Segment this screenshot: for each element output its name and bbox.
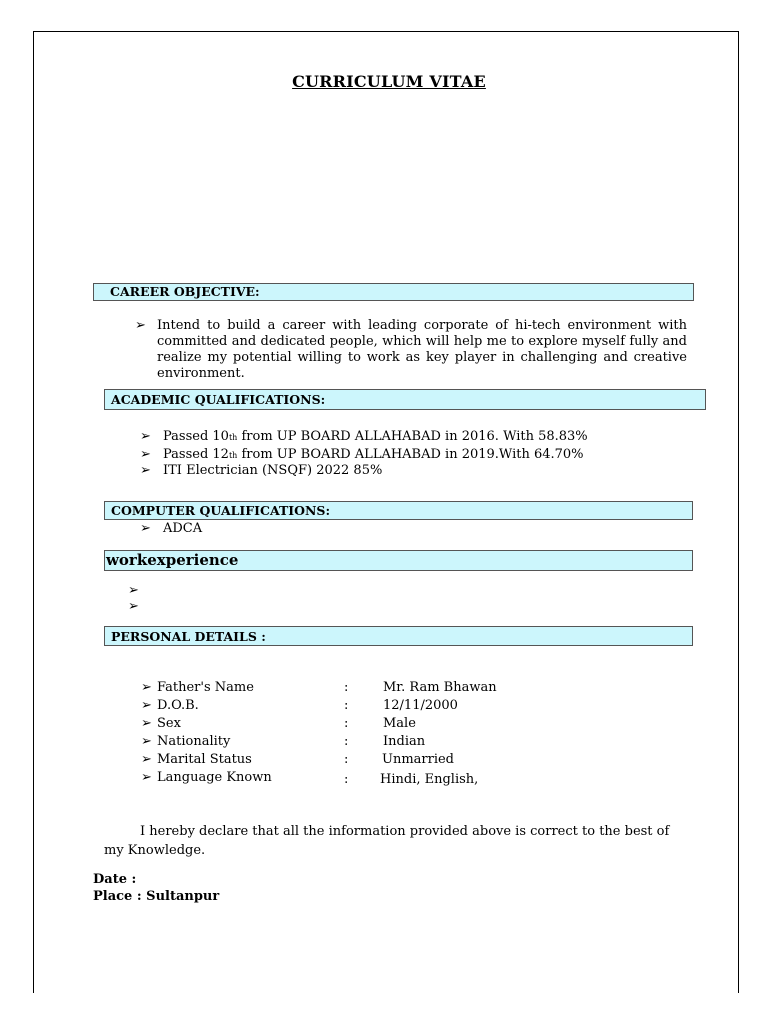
computer-item: ADCA bbox=[163, 521, 203, 536]
bullet-icon: ➢ bbox=[140, 447, 151, 462]
personal-value: Hindi, English, bbox=[380, 772, 479, 787]
personal-value: Indian bbox=[383, 734, 426, 749]
academic-item-text: ITI Electrician (NSQF) 2022 85% bbox=[163, 463, 383, 478]
bullet-icon: ➢ bbox=[135, 318, 146, 333]
page-border-right bbox=[738, 31, 739, 993]
bullet-icon: ➢ bbox=[141, 734, 152, 749]
career-objective-heading: CAREER OBJECTIVE: bbox=[110, 284, 260, 299]
bullet-icon: ➢ bbox=[141, 752, 152, 767]
academic-item-suffix: th bbox=[228, 451, 238, 460]
academic-item-text: Passed 10 bbox=[163, 429, 229, 444]
academic-item bbox=[163, 429, 588, 444]
academic-item-text: Passed 12 bbox=[163, 447, 229, 462]
declaration-line-1: I hereby declare that all the information provided above is correct to the best of bbox=[140, 824, 670, 839]
personal-separator: : bbox=[344, 680, 349, 695]
personal-value: Mr. Ram Bhawan bbox=[383, 680, 497, 695]
academic-item-rest: from UP BOARD ALLAHABAD in 2016. With 58.83% bbox=[237, 429, 588, 444]
bullet-icon: ➢ bbox=[141, 770, 152, 785]
computer-heading: COMPUTER QUALIFICATIONS: bbox=[111, 503, 331, 518]
document-title: CURRICULUM VITAE bbox=[292, 72, 486, 91]
personal-label: Language Known bbox=[157, 770, 272, 785]
personal-separator: : bbox=[344, 716, 349, 731]
personal-label: Sex bbox=[157, 716, 181, 731]
personal-label: Marital Status bbox=[157, 752, 252, 767]
academic-item-rest: from UP BOARD ALLAHABAD in 2019.With 64.70% bbox=[237, 447, 584, 462]
bullet-icon: ➢ bbox=[141, 698, 152, 713]
bullet-icon: ➢ bbox=[140, 463, 151, 478]
bullet-icon: ➢ bbox=[128, 599, 139, 614]
academic-header bbox=[104, 389, 706, 410]
date-label: Date : bbox=[93, 872, 137, 887]
personal-separator: : bbox=[344, 772, 349, 787]
personal-separator: : bbox=[344, 698, 349, 713]
academic-item bbox=[163, 447, 584, 462]
work-heading: workexperience bbox=[106, 551, 239, 569]
personal-value: Male bbox=[383, 716, 416, 731]
bullet-icon: ➢ bbox=[141, 716, 152, 731]
bullet-icon: ➢ bbox=[128, 583, 139, 598]
computer-header bbox=[104, 501, 693, 520]
personal-label: D.O.B. bbox=[157, 698, 199, 713]
personal-label: Father's Name bbox=[157, 680, 254, 695]
work-header bbox=[104, 550, 693, 571]
bullet-icon: ➢ bbox=[140, 521, 151, 536]
career-objective-text: Intend to build a career with leading corporate of hi-tech environment with committed and dedicated people, which will help me to explore myself fully and realize my potential willing to work as key player in challenging and creative environment. bbox=[157, 318, 687, 381]
page-border-top bbox=[33, 31, 739, 32]
personal-label: Nationality bbox=[157, 734, 231, 749]
personal-value: Unmarried bbox=[382, 752, 455, 767]
academic-item bbox=[163, 463, 382, 478]
place-label: Place : Sultanpur bbox=[93, 889, 220, 904]
personal-separator: : bbox=[344, 734, 349, 749]
bullet-icon: ➢ bbox=[140, 429, 151, 444]
personal-value: 12/11/2000 bbox=[383, 698, 458, 713]
page-border-left bbox=[33, 31, 34, 993]
personal-heading: PERSONAL DETAILS : bbox=[111, 629, 266, 644]
academic-item-suffix: th bbox=[228, 433, 238, 442]
declaration-line-2: my Knowledge. bbox=[104, 843, 206, 858]
personal-separator: : bbox=[344, 752, 349, 767]
bullet-icon: ➢ bbox=[141, 680, 152, 695]
personal-header bbox=[104, 626, 693, 646]
academic-heading: ACADEMIC QUALIFICATIONS: bbox=[111, 392, 326, 407]
career-objective-header bbox=[93, 283, 694, 301]
